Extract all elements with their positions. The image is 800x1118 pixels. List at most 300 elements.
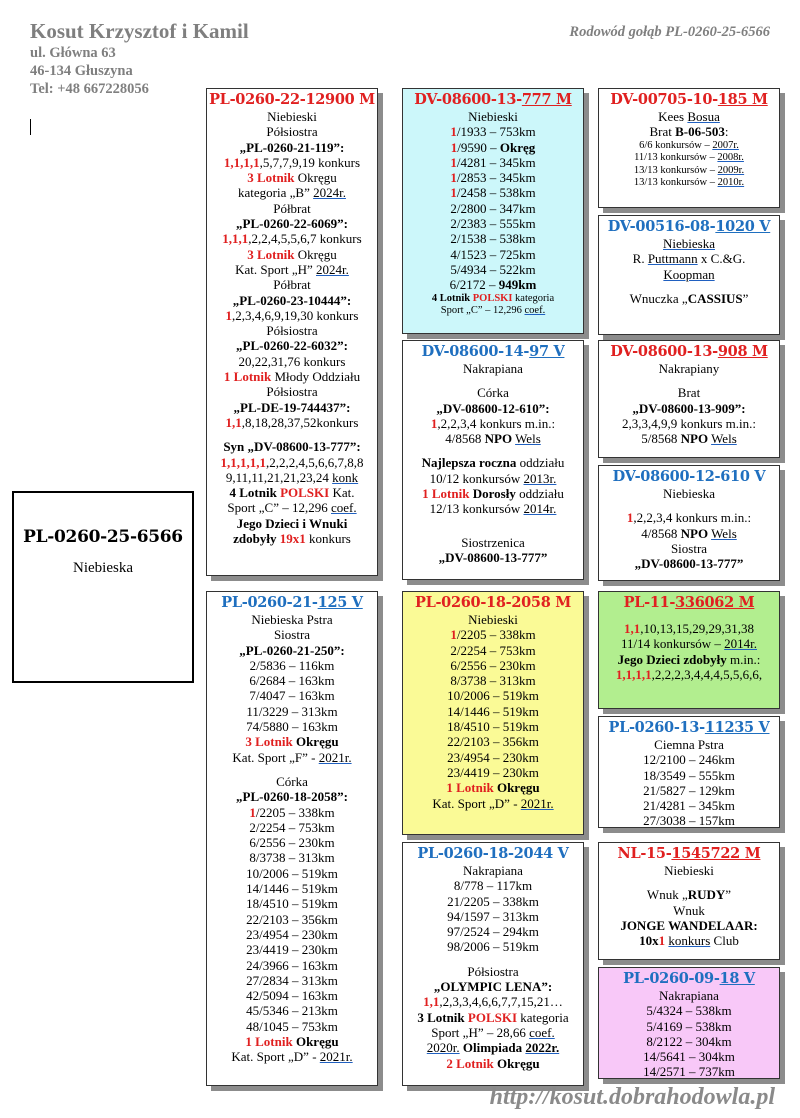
pedigree-line <box>207 673 377 688</box>
ring-number-prefix: PL-0260-09- <box>623 970 720 987</box>
pedigree-line <box>403 863 583 878</box>
text-segment: NPO <box>680 525 709 541</box>
text-segment: Najlepsza roczna <box>421 455 517 471</box>
text-segment: ,2,2,2,4,5,6,6,7,8,8 <box>266 454 364 470</box>
pedigree-line <box>207 262 377 277</box>
text-segment: zdobyły <box>233 531 280 547</box>
text-segment: 2/2383 – 555km <box>450 216 536 232</box>
text-segment: 1 <box>450 627 457 643</box>
pedigree-line <box>403 170 583 185</box>
pedigree-line <box>599 282 779 291</box>
text-segment: „OLYMPIC LENA”: <box>433 979 553 995</box>
text-segment: ,2,2,4,5,5,6,7 konkurs <box>248 231 362 247</box>
pedigree-line <box>403 247 583 262</box>
text-segment: Sport „C” – 12,296 <box>227 500 331 516</box>
pedigree-line <box>599 510 779 525</box>
ring-number <box>599 719 779 737</box>
pedigree-line <box>207 231 377 246</box>
text-segment: 6/2556 – 230km <box>450 657 536 673</box>
text-segment: 14/2571 – 737km <box>643 1064 735 1079</box>
text-segment: 2021r. <box>520 795 554 811</box>
pedigree-line <box>599 783 779 798</box>
pedigree-line <box>599 541 779 556</box>
ring-number-prefix: DV-08600-13- <box>414 91 522 108</box>
text-segment: POLSKI <box>472 292 513 304</box>
pedigree-line <box>207 704 377 719</box>
ring-number-suffix: 336062 M <box>675 594 755 611</box>
text-segment: „PL-0260-21-119”: <box>239 139 345 155</box>
pedigree-line <box>403 979 583 994</box>
pedigree-line <box>403 673 583 688</box>
pedigree-line <box>207 124 377 139</box>
pedigree-box-dsd[interactable] <box>598 716 780 828</box>
text-segment: „PL-0260-18-2058”: <box>236 789 348 805</box>
pedigree-box-dds[interactable] <box>598 842 780 960</box>
text-segment: Okręgu <box>493 1055 540 1071</box>
text-segment: 10/12 konkursów <box>429 470 524 486</box>
text-segment: 2024r. <box>313 185 346 201</box>
text-segment: coef. <box>529 1024 555 1040</box>
text-segment: coef. <box>524 305 546 317</box>
pedigree-line <box>599 667 779 682</box>
pedigree-line <box>403 431 583 446</box>
pedigree-line <box>207 719 377 734</box>
ring-number <box>207 91 377 109</box>
text-segment: 10/2006 – 519km <box>447 688 539 704</box>
text-segment: „DV-08600-13-909”: <box>632 400 746 416</box>
pedigree-line <box>403 780 583 795</box>
pedigree-line <box>403 140 583 155</box>
pedigree-line <box>403 643 583 658</box>
text-segment: Club <box>710 933 739 949</box>
owner-name: Kosut Krzysztof i Kamil <box>30 19 249 43</box>
pedigree-box-sds[interactable] <box>598 340 780 458</box>
text-segment: ,2,2,2,3,4,4,4,5,5,6,6, <box>651 666 763 682</box>
text-segment: 1 <box>626 510 634 526</box>
footer-url[interactable]: http://kosut.dobrahodowla.pl <box>489 1084 775 1110</box>
text-segment: 3 Lotnik <box>247 246 295 262</box>
text-segment: Okręgu <box>292 734 339 750</box>
pedigree-line <box>403 688 583 703</box>
pedigree-line <box>403 612 583 627</box>
pedigree-line <box>599 1049 779 1064</box>
text-segment: /4281 – 345km <box>456 154 536 170</box>
text-segment: 6/2556 – 230km <box>249 835 335 851</box>
text-segment: 1 <box>450 124 457 140</box>
text-segment: JONGE WANDELAAR: <box>620 917 758 933</box>
pedigree-line <box>599 612 779 621</box>
pedigree-line <box>599 1064 779 1079</box>
text-segment: ,8,18,28,37,52konkurs <box>241 414 359 430</box>
pedigree-line <box>207 216 377 231</box>
text-segment: 23/4419 – 230km <box>447 764 539 780</box>
text-segment: 6/2684 – 163km <box>249 673 335 689</box>
text-segment: 2008r. <box>717 152 744 164</box>
text-segment: 1 Lotnik <box>223 369 272 385</box>
text-segment: ,2,2,3,4 konkurs m.in.: <box>633 510 752 526</box>
pedigree-line <box>403 455 583 470</box>
text-segment: 21/5827 – 129km <box>643 782 735 798</box>
pedigree-line <box>207 1034 377 1049</box>
text-segment: Sport „H” – 28,66 <box>431 1024 530 1040</box>
text-segment: 2007r. <box>712 139 739 151</box>
subject-pigeon-box[interactable] <box>12 491 194 683</box>
pedigree-box-sd[interactable] <box>402 340 584 580</box>
pedigree-line <box>207 308 377 323</box>
pedigree-line <box>207 850 377 865</box>
owner-phone: Tel: +48 667228056 <box>30 81 149 97</box>
text-segment: konk <box>332 469 359 485</box>
pedigree-line <box>207 765 377 774</box>
text-segment: Kat. Sport „D” - <box>432 795 521 811</box>
pedigree-line <box>403 109 583 124</box>
text-segment: 1 <box>450 170 457 186</box>
text-segment: Kees <box>658 109 688 124</box>
text-segment: Okręgu <box>294 246 337 262</box>
text-cursor <box>30 119 31 135</box>
text-segment: „PL-DE-19-744437”: <box>233 399 351 415</box>
pedigree-line <box>403 796 583 811</box>
pedigree-line <box>207 912 377 927</box>
pedigree-line <box>599 813 779 828</box>
text-segment: 42/5094 – 163km <box>246 988 338 1004</box>
pedigree-line <box>403 416 583 431</box>
text-segment: 48/1045 – 753km <box>246 1018 338 1034</box>
text-segment: Kat. Sport „F” - <box>232 749 319 765</box>
text-segment: Nakrapiana <box>463 361 523 376</box>
text-segment: Niebieski <box>664 863 714 878</box>
pedigree-line <box>207 516 377 531</box>
ring-number <box>207 594 377 612</box>
ring-number-suffix: 97 V <box>529 343 565 360</box>
pedigree-box-dd[interactable] <box>402 842 584 1086</box>
pedigree-line <box>207 734 377 749</box>
ring-number <box>599 845 779 863</box>
pedigree-line <box>403 1025 583 1040</box>
pedigree-line <box>207 1019 377 1034</box>
pedigree-line <box>599 988 779 1003</box>
ring-number-prefix: DV-08600-14- <box>421 343 530 360</box>
ring-number <box>403 845 583 863</box>
text-segment: Półsiostra <box>467 963 519 979</box>
ring-number-prefix: DV-08600-12-610 V <box>612 468 766 485</box>
pedigree-line <box>403 361 583 376</box>
pedigree-line <box>207 1049 377 1064</box>
text-segment: 2013r. <box>523 470 557 486</box>
pedigree-line <box>207 973 377 988</box>
text-segment: 2024r. <box>316 261 349 277</box>
text-segment: konkurs <box>668 933 711 949</box>
pedigree-line <box>599 652 779 667</box>
pedigree-line <box>599 501 779 510</box>
pedigree-box-sss[interactable] <box>598 88 780 208</box>
pedigree-box-ss[interactable] <box>402 88 584 334</box>
subject-color: Niebieska <box>73 560 133 576</box>
text-segment: Młody Oddziału <box>271 369 361 385</box>
pedigree-line <box>403 185 583 200</box>
pedigree-line <box>403 924 583 939</box>
text-segment: 1,1,1,1 <box>615 666 652 682</box>
text-segment: Córka <box>477 385 509 401</box>
text-segment: Niebieski <box>267 109 317 124</box>
pedigree-line <box>207 774 377 789</box>
text-segment: Siostra <box>670 540 708 556</box>
pedigree-line <box>599 109 779 124</box>
pedigree-line <box>207 881 377 896</box>
ring-number-prefix: PL-0260-18-2044 V <box>417 845 569 862</box>
pedigree-line <box>403 401 583 416</box>
text-segment: 5/4169 – 538km <box>646 1018 732 1034</box>
text-segment: 2/5836 – 116km <box>249 657 335 673</box>
text-segment: 4/1523 – 725km <box>450 246 536 262</box>
text-segment: 5/8568 <box>641 431 681 447</box>
pedigree-line <box>403 231 583 246</box>
pedigree-line <box>599 416 779 431</box>
ring-number-prefix: DV-00516-08- <box>607 218 716 235</box>
text-segment: 8/2122 – 304km <box>646 1033 732 1049</box>
text-segment: 13/13 konkursów – <box>633 177 718 189</box>
pedigree-line <box>207 201 377 216</box>
pedigree-line <box>403 293 583 306</box>
pedigree-line <box>599 140 779 153</box>
text-segment: Wels <box>711 525 737 541</box>
text-segment: 1,1,1,1,1 <box>220 454 266 470</box>
ring-number <box>599 970 779 988</box>
text-segment: Olimpiada <box>459 1040 526 1056</box>
pedigree-line <box>599 863 779 878</box>
ring-number-prefix: DV-08600-13- <box>610 343 718 360</box>
text-segment: /2205 – 338km <box>255 804 335 820</box>
pedigree-line <box>207 369 377 384</box>
text-segment: m.in.: <box>726 651 761 667</box>
text-segment: /9590 – <box>457 139 500 155</box>
pedigree-line <box>403 964 583 979</box>
pedigree-box-ds[interactable] <box>402 591 584 835</box>
pedigree-line <box>207 354 377 369</box>
text-segment: 2 Lotnik <box>446 1055 494 1071</box>
pedigree-line <box>403 501 583 516</box>
ring-number <box>403 91 583 109</box>
text-segment: 7/4047 – 163km <box>249 688 335 704</box>
pedigree-line <box>207 866 377 881</box>
text-segment: 21/4281 – 345km <box>643 798 735 814</box>
text-segment: R. <box>632 251 648 267</box>
pedigree-line <box>403 385 583 400</box>
text-segment: 2021r. <box>319 1049 353 1065</box>
text-segment: „PL-0260-23-10444”: <box>232 292 352 308</box>
pedigree-line <box>207 323 377 338</box>
pedigree-line <box>207 170 377 185</box>
subject-ring-number: PL-0260-25-6566 <box>23 527 183 547</box>
text-segment: 2/2254 – 753km <box>450 642 536 658</box>
pedigree-line <box>599 177 779 190</box>
text-segment: 2,3,3,4,9,9 konkurs m.in.: <box>622 415 756 431</box>
text-segment: 5/4324 – 538km <box>646 1003 732 1019</box>
pedigree-box-sire[interactable] <box>206 88 378 576</box>
text-segment: 27/3038 – 157km <box>643 813 735 828</box>
ring-number-prefix: DV-00705-10- <box>610 91 718 108</box>
text-segment: 19x1 <box>279 531 306 547</box>
pedigree-line <box>599 1019 779 1034</box>
text-segment: x C.&G. <box>697 251 746 267</box>
text-segment: 12/13 konkursów <box>429 501 524 517</box>
pedigree-line <box>403 939 583 954</box>
text-segment: Niebieska <box>663 486 715 501</box>
pedigree-line <box>599 376 779 385</box>
text-segment: Bosua <box>687 109 720 124</box>
text-segment: 2/2254 – 753km <box>249 819 335 835</box>
ring-number <box>403 343 583 361</box>
text-segment: Jego Dzieci zdobyły <box>617 651 727 667</box>
text-segment: Nakrapiany <box>658 361 720 376</box>
text-segment: Niebieski <box>468 612 518 627</box>
text-segment: 1,1,1,1 <box>223 154 260 170</box>
text-segment: 2014r. <box>724 636 758 652</box>
pedigree-line <box>207 1003 377 1018</box>
pedigree-box-sdd[interactable] <box>598 465 780 581</box>
pedigree-line <box>207 750 377 765</box>
text-segment: 1 <box>225 307 233 323</box>
text-segment: kategoria <box>512 292 555 304</box>
text-segment: 2010r. <box>717 177 745 189</box>
ring-number-suffix: 125 V <box>317 594 363 611</box>
text-segment: Nakrapiana <box>463 863 523 878</box>
pedigree-line <box>599 621 779 636</box>
pedigree-box-dss[interactable] <box>598 591 780 709</box>
text-segment: Nakrapiana <box>659 988 719 1003</box>
owner-street: ul. Główna 63 <box>30 45 116 61</box>
text-segment: POLSKI <box>467 1009 518 1025</box>
text-segment: Jego Dzieci i Wnuki <box>236 515 348 531</box>
text-segment: Sport „C” – 12,296 <box>440 305 525 317</box>
text-segment: 4 Lotnik <box>229 485 281 501</box>
pedigree-line <box>403 734 583 749</box>
text-segment: „DV-08600-12-610”: <box>436 400 550 416</box>
pedigree-box-ddd[interactable] <box>598 967 780 1079</box>
pedigree-line <box>403 201 583 216</box>
pedigree-line <box>403 765 583 780</box>
pedigree-line <box>207 835 377 850</box>
text-segment: Siostrzenica <box>461 534 525 550</box>
ring-number-prefix: PL-0260-21- <box>221 594 318 611</box>
pedigree-line <box>599 1003 779 1018</box>
text-segment: Ciemna Pstra <box>654 737 724 752</box>
pedigree-line <box>599 1034 779 1049</box>
pedigree-line <box>599 152 779 165</box>
text-segment: 5/4934 – 522km <box>450 261 536 277</box>
pedigree-line <box>599 737 779 752</box>
text-segment: RUDY <box>687 887 726 903</box>
pedigree-line <box>403 305 583 318</box>
text-segment: 18/4510 – 519km <box>447 719 539 735</box>
pedigree-line <box>207 988 377 1003</box>
text-segment: 18/3549 – 555km <box>643 767 735 783</box>
pedigree-line <box>403 517 583 526</box>
text-segment: „PL-0260-21-250”: <box>239 642 345 658</box>
ring-number <box>599 468 779 486</box>
text-segment: ” <box>742 290 749 306</box>
text-segment: 14/1446 – 519km <box>246 881 338 897</box>
text-segment: /2853 – 345km <box>456 170 536 186</box>
text-segment: ,2,3,4,6,9,19,30 konkurs <box>232 307 359 323</box>
pedigree-line <box>207 155 377 170</box>
text-segment: 2/2800 – 347km <box>450 200 536 216</box>
text-segment: 23/4954 – 230km <box>246 926 338 942</box>
pedigree-line <box>403 1056 583 1071</box>
pedigree-line <box>403 909 583 924</box>
pedigree-line <box>207 185 377 200</box>
ring-number-suffix: 777 M <box>521 91 572 108</box>
text-segment: 10/2006 – 519km <box>246 865 338 881</box>
ring-number-prefix: PL-11- <box>623 594 676 611</box>
pedigree-line <box>207 927 377 942</box>
text-segment: NPO <box>484 431 513 447</box>
text-segment: Kat. <box>329 485 355 501</box>
pedigree-line <box>207 384 377 399</box>
pedigree-line <box>599 636 779 651</box>
text-segment: 27/2834 – 313km <box>246 972 338 988</box>
pedigree-line <box>207 658 377 673</box>
text-segment: 11/3229 – 313km <box>246 703 338 719</box>
pedigree-line <box>403 155 583 170</box>
owner-city: 46-134 Głuszyna <box>30 63 133 79</box>
text-segment: /1933 – 753km <box>456 124 536 140</box>
text-segment: 23/4419 – 230km <box>246 942 338 958</box>
text-segment: Półsiostra <box>266 323 318 339</box>
pedigree-line <box>207 293 377 308</box>
pedigree-line <box>207 896 377 911</box>
pedigree-line <box>207 958 377 973</box>
pedigree-box-ssd[interactable] <box>598 215 780 335</box>
text-segment: ” <box>725 887 732 903</box>
text-segment: 1,1 <box>624 621 641 636</box>
text-segment: 8/778 – 117km <box>453 878 533 894</box>
ring-number <box>599 343 779 361</box>
pedigree-line <box>207 277 377 292</box>
text-segment: 8/3738 – 313km <box>450 673 536 689</box>
pedigree-line <box>403 535 583 550</box>
pedigree-line <box>403 878 583 893</box>
ring-number-suffix: 11235 V <box>704 719 770 736</box>
text-segment: Niebieska Pstra <box>251 612 333 627</box>
text-segment: Półsiostra <box>266 124 318 140</box>
ring-number-suffix: 1545722 M <box>671 845 761 862</box>
pedigree-line <box>403 277 583 292</box>
text-segment: 949km <box>498 277 537 293</box>
ring-number <box>599 594 779 612</box>
ring-number-prefix: PL-0260-18-2058 M <box>414 594 572 611</box>
pedigree-line <box>207 688 377 703</box>
text-segment: 2009r. <box>717 164 745 176</box>
pedigree-line <box>599 918 779 933</box>
text-segment: Niebieski <box>468 109 518 124</box>
pedigree-line <box>403 894 583 909</box>
text-segment: konkurs <box>305 531 351 547</box>
pedigree-line <box>403 216 583 231</box>
pedigree-line <box>207 109 377 124</box>
text-segment: 2022r. <box>525 1040 560 1056</box>
pedigree-line <box>599 556 779 571</box>
pedigree-box-dam[interactable] <box>206 591 378 1086</box>
text-segment: „PL-0260-22-6032”: <box>236 338 348 354</box>
text-segment: „DV-08600-13-777” <box>438 549 548 565</box>
text-segment: ,10,13,15,29,29,31,38 <box>640 621 754 636</box>
text-segment: 1 <box>658 933 666 949</box>
ring-number <box>599 218 779 236</box>
text-segment: Półbrat <box>273 277 311 293</box>
text-segment: 1,1 <box>423 994 440 1010</box>
text-segment: Okręgu <box>294 170 337 186</box>
